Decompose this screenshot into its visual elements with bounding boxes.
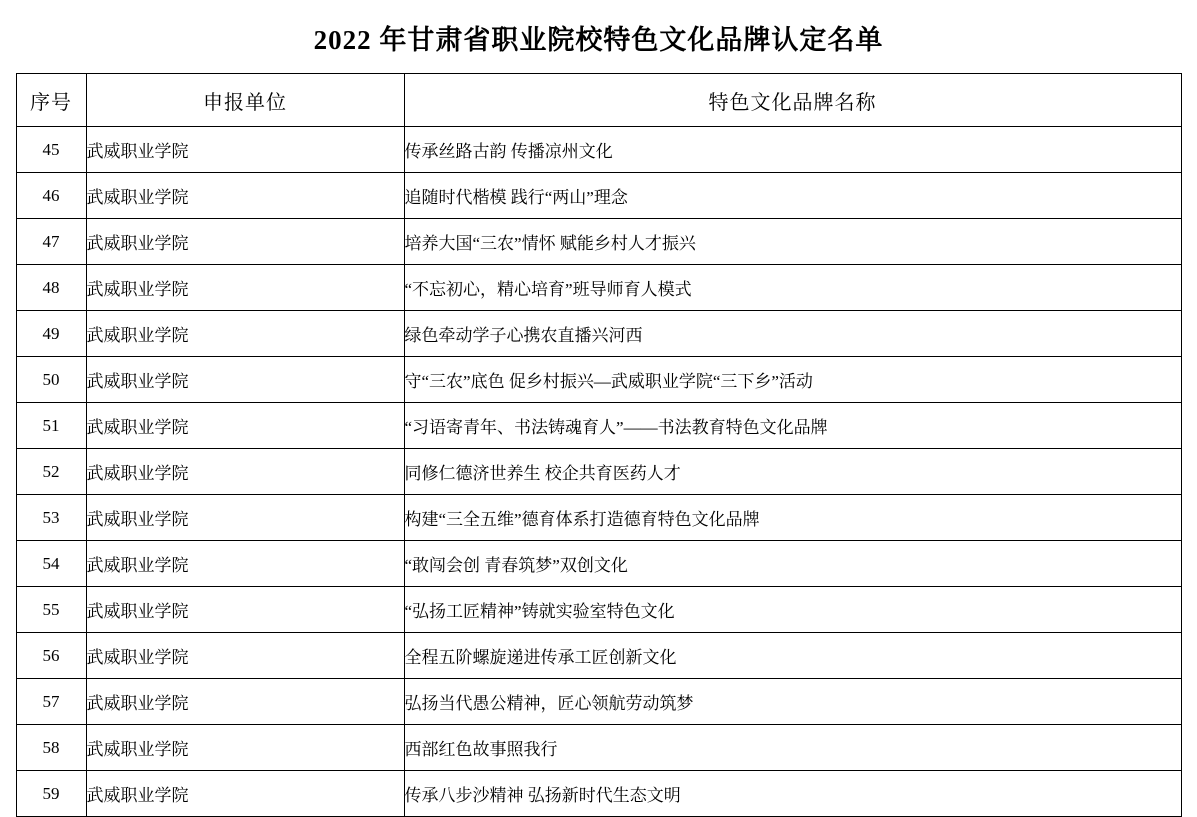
cell-seq: 48 [16, 265, 86, 311]
cell-brand: “不忘初心，精心培育”班导师育人模式 [404, 265, 1181, 311]
cell-seq: 52 [16, 449, 86, 495]
cell-seq: 46 [16, 173, 86, 219]
table-row [16, 219, 1181, 265]
table-row [16, 587, 1181, 633]
table-row [16, 633, 1181, 679]
table-row [16, 265, 1181, 311]
recognition-list-table [16, 73, 1182, 817]
table-row [16, 541, 1181, 587]
column-header-seq: 序号 [16, 74, 86, 127]
cell-brand: “弘扬工匠精神”铸就实验室特色文化 [404, 587, 1181, 633]
table-header [16, 74, 1181, 127]
table-row [16, 127, 1181, 173]
cell-brand: 培养大国“三农”情怀 赋能乡村人才振兴 [404, 219, 1181, 265]
cell-seq: 56 [16, 633, 86, 679]
table-body [16, 127, 1181, 817]
table-row [16, 725, 1181, 771]
table-row [16, 311, 1181, 357]
cell-unit: 武威职业学院 [86, 357, 404, 403]
cell-unit: 武威职业学院 [86, 771, 404, 817]
table-row [16, 449, 1181, 495]
cell-brand: 传承八步沙精神 弘扬新时代生态文明 [404, 771, 1181, 817]
cell-seq: 55 [16, 587, 86, 633]
cell-unit: 武威职业学院 [86, 679, 404, 725]
cell-unit: 武威职业学院 [86, 725, 404, 771]
cell-brand: 追随时代楷模 践行“两山”理念 [404, 173, 1181, 219]
cell-seq: 51 [16, 403, 86, 449]
column-header-unit: 申报单位 [86, 74, 404, 127]
page-title: 2022 年甘肃省职业院校特色文化品牌认定名单 [313, 25, 884, 55]
table-row [16, 403, 1181, 449]
cell-unit: 武威职业学院 [86, 265, 404, 311]
column-header-brand: 特色文化品牌名称 [404, 74, 1181, 127]
cell-seq: 58 [16, 725, 86, 771]
cell-seq: 50 [16, 357, 86, 403]
cell-brand: 传承丝路古韵 传播凉州文化 [404, 127, 1181, 173]
cell-brand: 同修仁德济世养生 校企共育医药人才 [404, 449, 1181, 495]
cell-seq: 49 [16, 311, 86, 357]
cell-brand: 构建“三全五维”德育体系打造德育特色文化品牌 [404, 495, 1181, 541]
table-row [16, 771, 1181, 817]
cell-brand: 守“三农”底色 促乡村振兴—武威职业学院“三下乡”活动 [404, 357, 1181, 403]
cell-brand: “习语寄青年、书法铸魂育人”——书法教育特色文化品牌 [404, 403, 1181, 449]
cell-unit: 武威职业学院 [86, 633, 404, 679]
cell-unit: 武威职业学院 [86, 587, 404, 633]
cell-unit: 武威职业学院 [86, 449, 404, 495]
table-row [16, 495, 1181, 541]
cell-seq: 57 [16, 679, 86, 725]
cell-seq: 54 [16, 541, 86, 587]
cell-unit: 武威职业学院 [86, 173, 404, 219]
cell-brand: 绿色牵动学子心携农直播兴河西 [404, 311, 1181, 357]
cell-unit: 武威职业学院 [86, 219, 404, 265]
cell-brand: 西部红色故事照我行 [404, 725, 1181, 771]
cell-unit: 武威职业学院 [86, 495, 404, 541]
cell-brand: 全程五阶螺旋递进传承工匠创新文化 [404, 633, 1181, 679]
table-header-row [16, 74, 1181, 127]
cell-seq: 59 [16, 771, 86, 817]
cell-brand: 弘扬当代愚公精神，匠心领航劳动筑梦 [404, 679, 1181, 725]
cell-seq: 53 [16, 495, 86, 541]
cell-unit: 武威职业学院 [86, 127, 404, 173]
table-row [16, 679, 1181, 725]
cell-unit: 武威职业学院 [86, 403, 404, 449]
table-row [16, 173, 1181, 219]
cell-unit: 武威职业学院 [86, 541, 404, 587]
cell-seq: 45 [16, 127, 86, 173]
cell-seq: 47 [16, 219, 86, 265]
cell-brand: “敢闯会创 青春筑梦”双创文化 [404, 541, 1181, 587]
cell-unit: 武威职业学院 [86, 311, 404, 357]
table-row [16, 357, 1181, 403]
